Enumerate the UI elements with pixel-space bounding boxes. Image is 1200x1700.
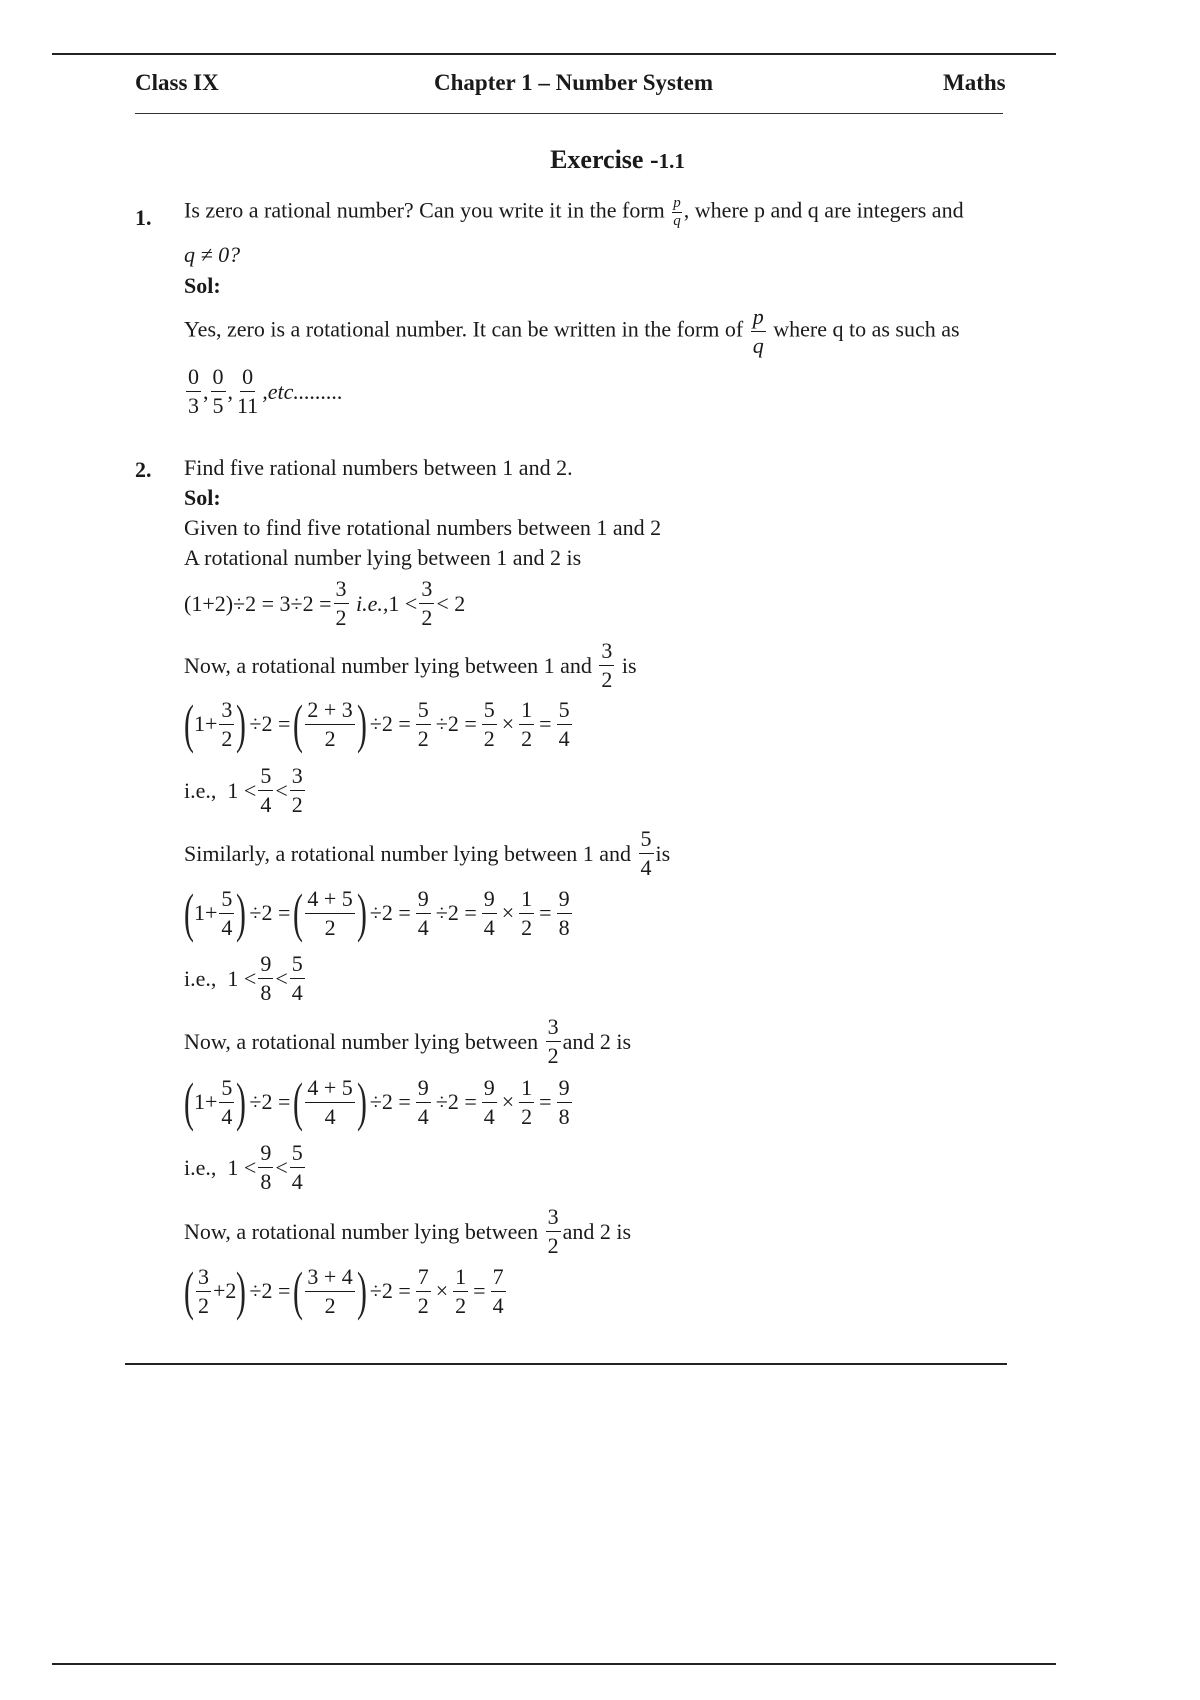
header-chapter: Chapter 1 – Number System xyxy=(434,70,713,95)
q1-examples: $\frac{0}{3}$ , $\frac{0}{5}$ , $\frac{0}{11}$ ,etc......... xyxy=(188,364,343,418)
q2-now3: Now, a rotational number lying between $\frac{3}{2}$ and 2 is xyxy=(184,1204,632,1258)
content-end-rule xyxy=(125,1363,1007,1365)
bottom-rule xyxy=(52,1663,1056,1665)
q2-sol-label: Sol: xyxy=(184,485,221,510)
q2-ie3: i.e., 1 < $\frac{9}{8}$ < $\frac{5}{4}$ xyxy=(184,1140,303,1194)
q1-text: Is zero a rational number? Can you write it in the form $\frac{p}{q}$ , where p and q are integers and xyxy=(184,195,964,229)
q2-number: 2. xyxy=(135,457,152,482)
q2-similarly: Similarly, a rotational number lying between 1 and $\frac{5}{4}$ is xyxy=(184,826,671,880)
q2-eq5: ( $\frac{3}{2}$ +2 ) ÷2 = ( $\frac{3 + 4}{2}$ ) ÷2 = $\frac{7}{2}$ × $\frac{1}{2}$ = $\frac{7}{4}$ xyxy=(184,1261,504,1321)
q2-given: Given to find five rotational numbers between 1 and 2 xyxy=(184,515,662,540)
q2-eq3: ( 1+ $\frac{5}{4}$ ) ÷2 = ( $\frac{4 + 5}{2}$ ) ÷2 = $\frac{9}{4}$ ÷2 = $\frac{9}{4}$ × $\frac{1}{2}$ = $\frac{9}{8}$ xyxy=(184,883,570,943)
header-subject: Maths xyxy=(943,70,1006,95)
q2-ie2: i.e., 1 < $\frac{9}{8}$ < $\frac{5}{4}$ xyxy=(184,951,303,1005)
q2-eq4: ( 1+ $\frac{5}{4}$ ) ÷2 = ( $\frac{4 + 5}{4}$ ) ÷2 = $\frac{9}{4}$ ÷2 = $\frac{9}{4}$ × $\frac{1}{2}$ = $\frac{9}{8}$ xyxy=(184,1072,570,1132)
q1-number: 1. xyxy=(135,205,152,230)
q1-sol-label: Sol: xyxy=(184,273,221,298)
top-rule xyxy=(52,53,1056,55)
header-class: Class IX xyxy=(135,70,219,95)
q1-sol-text: Yes, zero is a rotational number. It can be written in the form of $\frac{p}{q}$ where q to as such as xyxy=(184,304,960,358)
header-rule xyxy=(135,113,1003,114)
q2-now1: Now, a rotational number lying between 1 and $\frac{3}{2}$ is xyxy=(184,638,637,692)
q2-line1: A rotational number lying between 1 and 2 is xyxy=(184,545,582,570)
q1-condition: q ≠ 0? xyxy=(184,242,241,267)
q2-ie1: i.e., 1 < $\frac{5}{4}$ < $\frac{3}{2}$ xyxy=(184,763,303,817)
q2-eq2: ( 1+ $\frac{3}{2}$ ) ÷2 = ( $\frac{2 + 3}{2}$ ) ÷2 = $\frac{5}{2}$ ÷2 = $\frac{5}{2}$ × $\frac{1}{2}$ = $\frac{5}{4}$ xyxy=(184,694,570,754)
q2-eq1: (1+2)÷2 = 3÷2 = $\frac{3}{2}$ i.e., 1 < $\frac{3}{2}$ < 2 xyxy=(184,576,466,630)
q2-text: Find five rational numbers between 1 and 2. xyxy=(184,455,573,480)
exercise-title: Exercise -1.1 xyxy=(550,145,685,174)
q2-now2: Now, a rotational number lying between $\frac{3}{2}$ and 2 is xyxy=(184,1014,632,1068)
